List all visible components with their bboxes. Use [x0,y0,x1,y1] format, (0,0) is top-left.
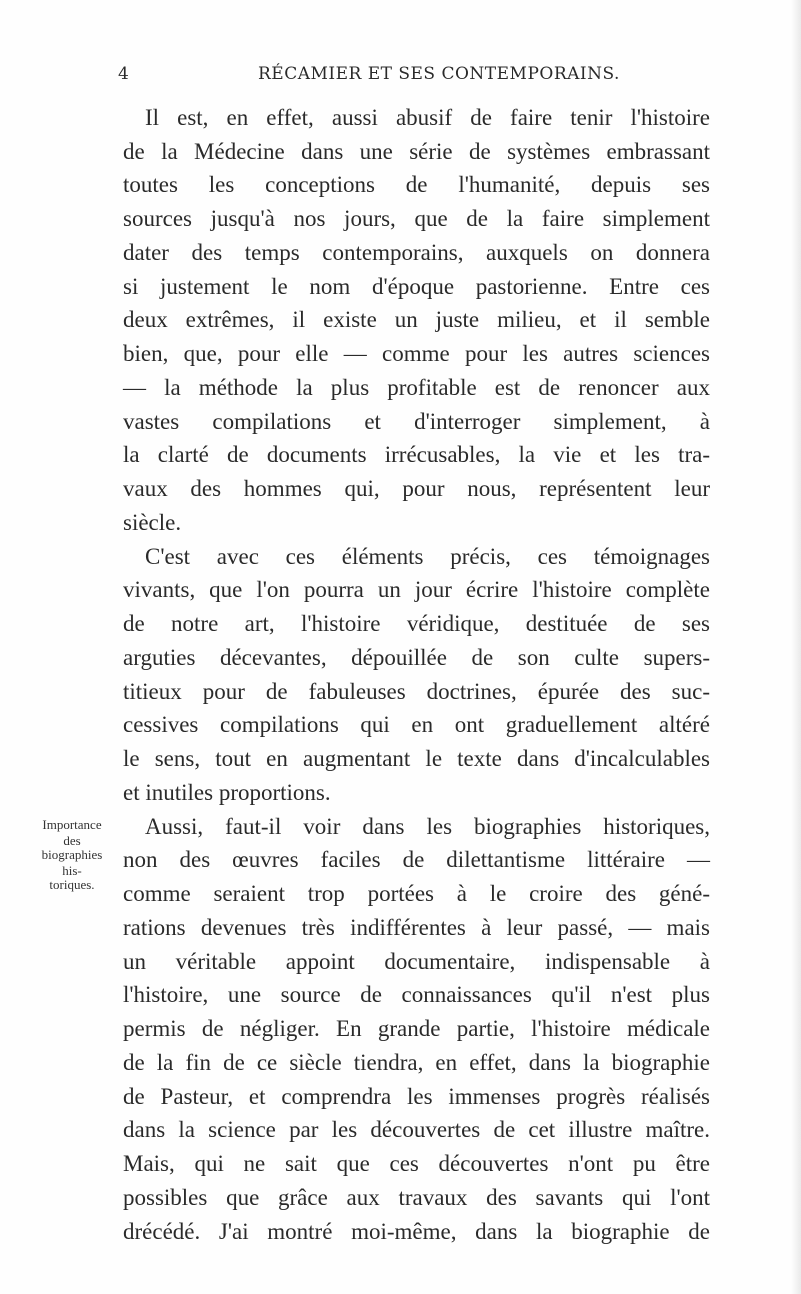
text-line: sources jusqu'à nos jours, que de la faire simplement [123,206,710,231]
running-title: RÉCAMIER ET SES CONTEMPORAINS. [258,64,620,84]
text-line: le sens, tout en augmentant le texte dans d'incalculables [123,746,710,771]
text-line: cessives compilations qui en ont graduellement altéré [123,712,710,737]
text-line: comme seraient trop portées à le croire des géné- [123,881,710,906]
text-line: toutes les conceptions de l'humanité, depuis ses [123,172,710,197]
text-line: de la Médecine dans une série de systèmes embrassant [123,139,710,164]
margin-note [30,818,114,892]
text-line: vastes compilations et d'interroger simplement, à [123,409,710,434]
text-line: siècle. [123,510,182,535]
page-number: 4 [118,64,130,84]
text-line: vaux des hommes qui, pour nous, représentent leur [123,476,710,501]
text-line: un véritable appoint documentaire, indispensable à [123,949,710,974]
text-line: non des œuvres faciles de dilettantisme littéraire — [123,847,710,872]
text-line: Aussi, faut-il voir dans les biographies historiques, [145,814,710,839]
text-line: Mais, qui ne sait que ces découvertes n'ont pu être [123,1151,710,1176]
text-line: possibles que grâce aux travaux des savants qui l'ont [123,1185,710,1210]
text-line: vivants, que l'on pourra un jour écrire l'histoire complète [123,577,710,602]
text-line: rations devenues très indifférentes à leur passé, — mais [123,915,710,940]
margin-note-line: toriques. [49,877,95,892]
text-line: permis de négliger. En grande partie, l'histoire médicale [123,1016,710,1041]
text-line: Il est, en effet, aussi abusif de faire tenir l'histoire [145,105,710,130]
margin-note-line: biographies [41,847,103,862]
text-line: — la méthode la plus profitable est de renoncer aux [123,375,710,400]
text-line: drécédé. J'ai montré moi-même, dans la biographie de [123,1219,710,1244]
text-line: arguties décevantes, dépouillée de son culte supers- [123,645,710,670]
page-edge-shadow [791,0,801,1294]
running-head [118,64,708,88]
margin-note-line: Importance [42,817,102,832]
text-line: la clarté de documents irrécusables, la vie et les tra- [123,442,710,467]
text-line: C'est avec ces éléments précis, ces témoignages [145,544,710,569]
text-line: bien, que, pour elle — comme pour les autres sciences [123,341,710,366]
text-line: si justement le nom d'époque pastorienne. Entre ces [123,274,710,299]
text-line: de la fin de ce siècle tiendra, en effet, dans la biographie [123,1050,710,1075]
text-line: l'histoire, une source de connaissances qu'il n'est plus [123,982,710,1007]
text-line: de Pasteur, et comprendra les immenses progrès réalisés [123,1084,710,1109]
text-line: et inutiles proportions. [123,780,331,805]
text-line: dater des temps contemporains, auxquels on donnera [123,240,710,265]
margin-note-line: des [63,833,81,848]
text-line: de notre art, l'histoire véridique, destituée de ses [123,611,710,636]
text-line: titieux pour de fabuleuses doctrines, épurée des suc- [123,679,710,704]
text-line: dans la science par les découvertes de cet illustre maître. [123,1117,710,1142]
text-line: deux extrêmes, il existe un juste milieu, et il semble [123,307,710,332]
margin-note-line: his- [62,863,82,878]
